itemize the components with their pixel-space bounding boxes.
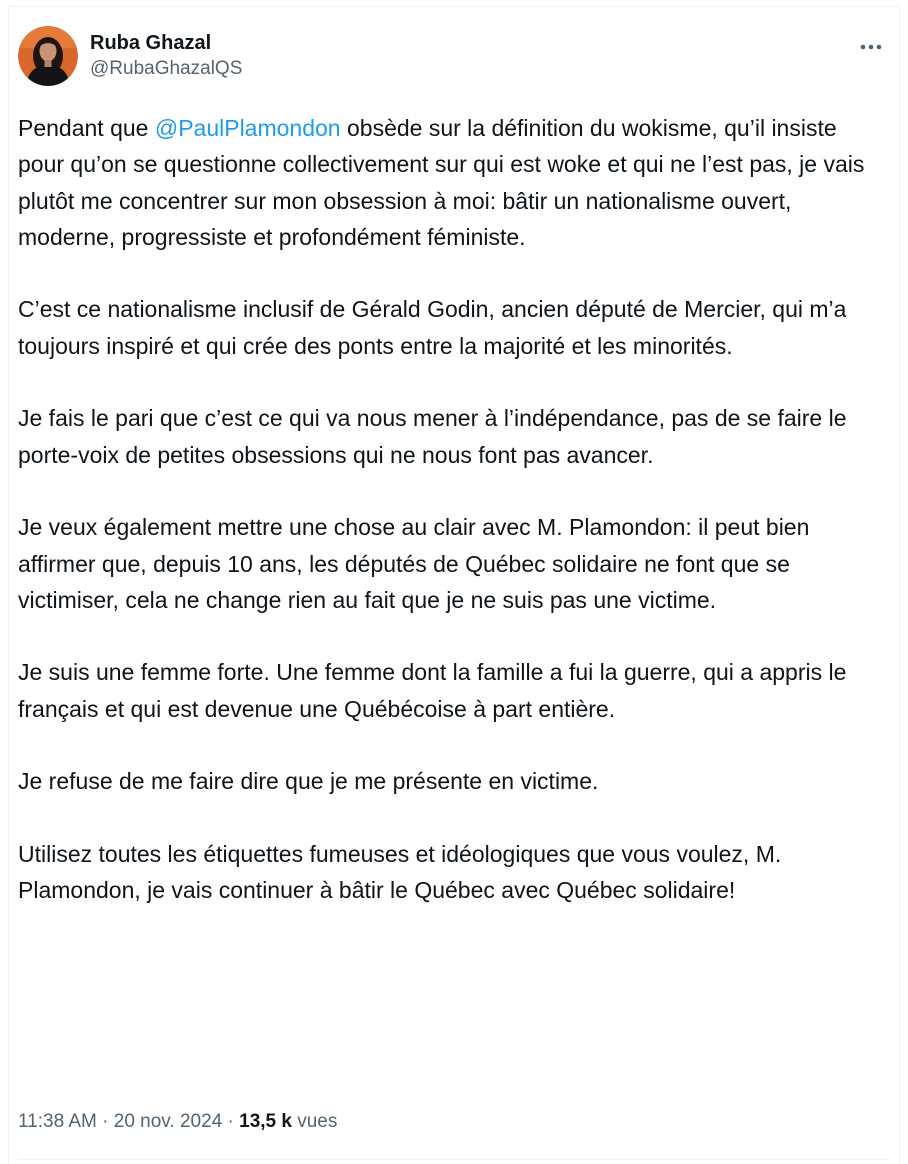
tweet-date[interactable]: 20 nov. 2024: [113, 1111, 223, 1132]
avatar-image: [18, 26, 78, 86]
avatar[interactable]: [18, 26, 78, 86]
views-count: 13,5 k: [239, 1111, 292, 1132]
tweet-paragraph: Je refuse de me faire dire que je me présente en victime.: [18, 768, 599, 795]
tweet-paragraph: Je suis une femme forte. Une femme dont la famille a fui la guerre, qui a appris le français et qui est devenue une Québécoise à part entière.: [18, 659, 847, 722]
meta-separator: ·: [96, 1111, 114, 1132]
tweet-paragraph: Je fais le pari que c’est ce qui va nous mener à l’indépendance, pas de se faire le porte-voix de petites obsessions qui ne nous font pas avancer.: [18, 405, 847, 468]
author-display-name[interactable]: Ruba Ghazal: [90, 32, 212, 54]
tweet-header: [18, 24, 242, 88]
tweet-text: [18, 110, 878, 909]
author-handle[interactable]: @RubaGhazalQS: [90, 58, 243, 79]
tweet-meta: [18, 1108, 337, 1136]
tweet-text-segment: Pendant que: [18, 115, 155, 141]
more-horizontal-icon: [860, 44, 882, 50]
views-label: vues: [291, 1111, 338, 1132]
tweet-time[interactable]: 11:38 AM: [18, 1111, 97, 1132]
tweet-paragraph: [18, 110, 878, 255]
author-names: [90, 30, 242, 82]
divider: [18, 1159, 890, 1160]
tweet-paragraph: Je veux également mettre une chose au clair avec M. Plamondon: il peut bien affirmer que, depuis 10 ans, les députés de Québec solidaire ne font que se victimiser, cela ne change rien au fait que je ne suis pas une victime.: [18, 514, 810, 613]
tweet-text-segment: obsède sur la définition du wokisme, qu’il insiste pour qu’on se questionne collectivement sur qui est woke et qui ne l’est pas, je vais plutôt me concentrer sur mon obsession à moi: bâtir un nationalisme ouvert, moderne, progressiste et profondément féministe.: [18, 115, 865, 250]
meta-separator: ·: [222, 1111, 240, 1132]
more-options-button[interactable]: [854, 30, 888, 64]
tweet-paragraph: Utilisez toutes les étiquettes fumeuses et idéologiques que vous voulez, M. Plamondon, je vais continuer à bâtir le Québec avec Québec solidaire!: [18, 840, 782, 904]
tweet-paragraph: C’est ce nationalisme inclusif de Gérald Godin, ancien député de Mercier, qui m’a toujours inspiré et qui crée des ponts entre la majorité et les minorités.: [18, 296, 847, 359]
mention-link[interactable]: @PaulPlamondon: [154, 115, 341, 141]
